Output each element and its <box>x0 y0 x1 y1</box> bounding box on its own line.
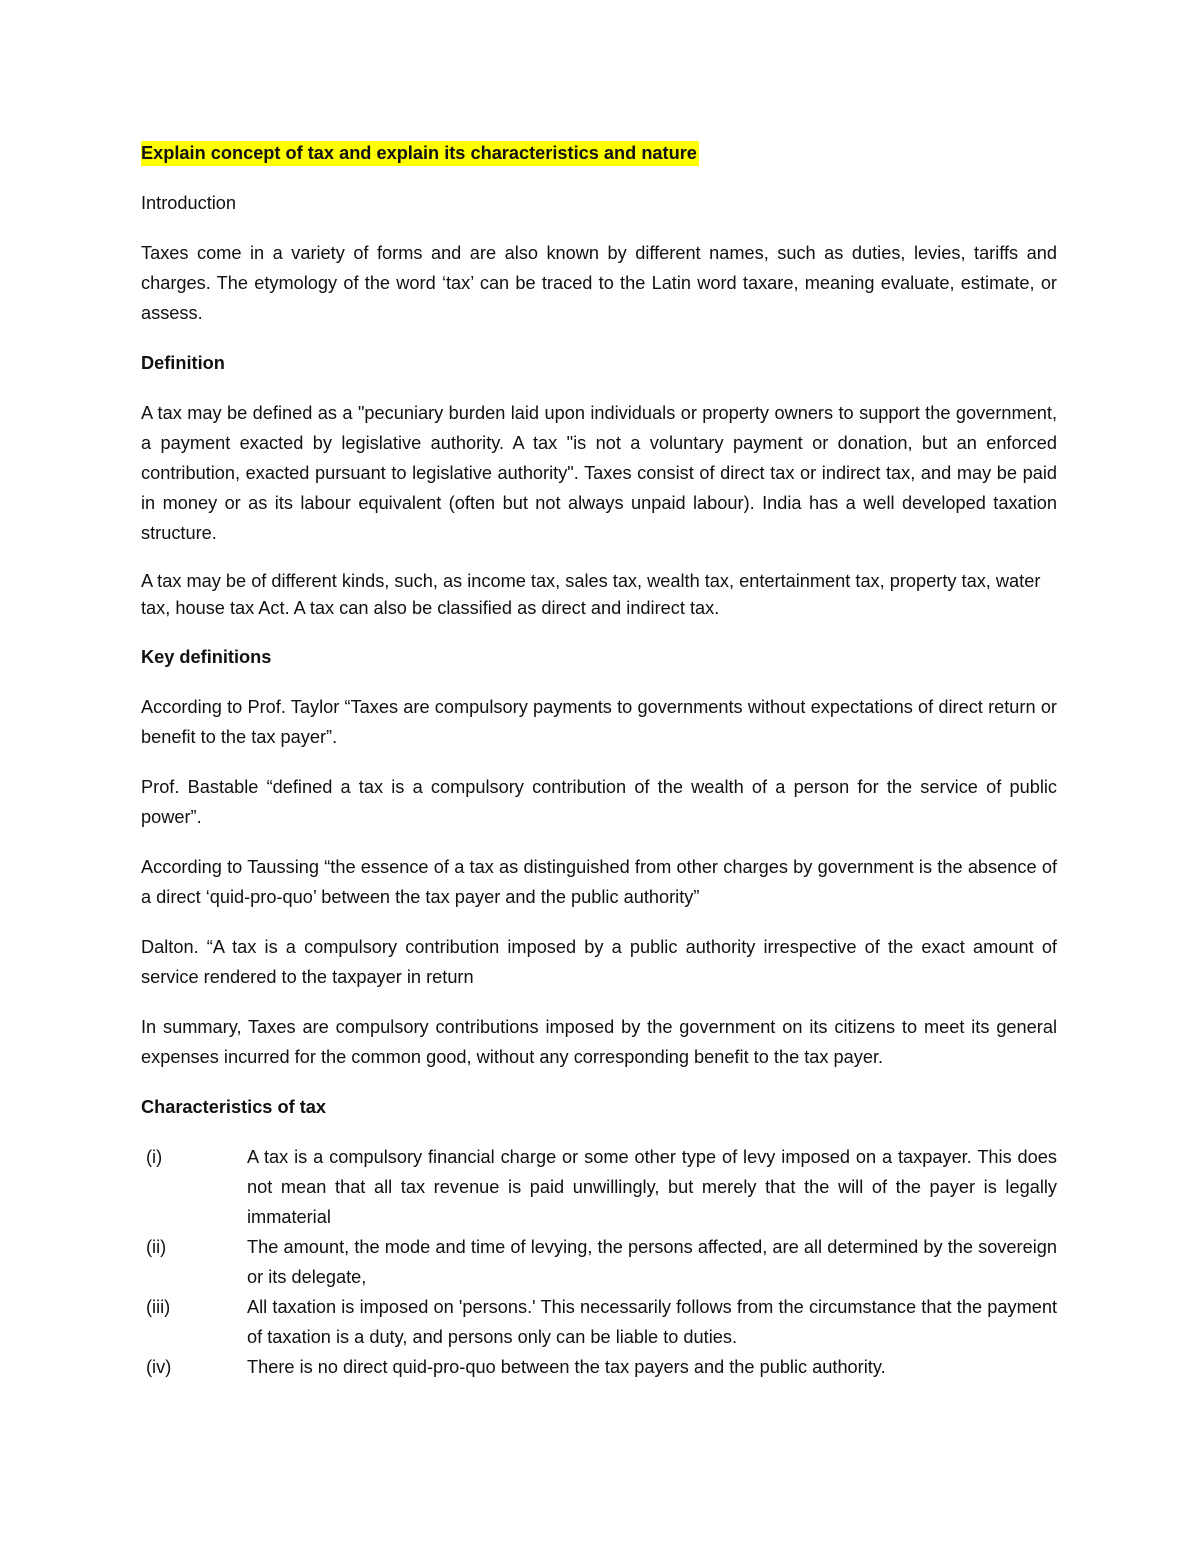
list-item-number: (iv) <box>146 1357 172 1377</box>
list-item-number: (ii) <box>146 1237 167 1257</box>
key-definitions-heading: Key definitions <box>141 647 272 667</box>
list-item <box>141 1352 1057 1382</box>
intro-heading: Introduction <box>141 193 237 213</box>
list-item-text: All taxation is imposed on 'persons.' This necessarily follows from the circumstance that the payment of taxation is a duty, and persons only can be liable to duties. <box>247 1297 1057 1347</box>
characteristics-list <box>141 1142 1057 1382</box>
definition-paragraph: A tax may be defined as a "pecuniary burden laid upon individuals or property owners to support the government, a payment exacted by legislative authority. A tax "is not a voluntary payment or donation, but an enforced contribution, exacted pursuant to legislative authority". Taxes consist of direct tax or indirect tax, and may be paid in money or as its labour equivalent (often but not always unpaid labour). India has a well developed taxation structure. <box>141 403 1057 543</box>
list-item <box>141 1232 1057 1292</box>
intro-paragraph: Taxes come in a variety of forms and are also known by different names, such as duties, levies, tariffs and charges. The etymology of the word ‘tax’ can be traced to the Latin word taxare, meaning evaluate, estimate, or assess. <box>141 243 1057 323</box>
list-item-text: A tax is a compulsory financial charge or some other type of levy imposed on a taxpayer. This does not mean that all tax revenue is paid unwillingly, but merely that the will of the payer is legally immaterial <box>247 1147 1057 1227</box>
list-item-number: (iii) <box>146 1297 171 1317</box>
key-definition-taussing: According to Taussing “the essence of a tax as distinguished from other charges by government is the absence of a direct ‘quid-pro-quo’ between the tax payer and the public authority” <box>141 857 1057 907</box>
list-item <box>141 1142 1057 1232</box>
title-line <box>141 138 1057 168</box>
key-definition-dalton: Dalton. “A tax is a compulsory contribution imposed by a public authority irrespective of the exact amount of service rendered to the taxpayer in return <box>141 937 1057 987</box>
list-item-text: The amount, the mode and time of levying, the persons affected, are all determined by the sovereign or its delegate, <box>247 1237 1057 1287</box>
characteristics-heading: Characteristics of tax <box>141 1097 326 1117</box>
list-item-text: There is no direct quid-pro-quo between the tax payers and the public authority. <box>247 1357 886 1377</box>
summary-paragraph: In summary, Taxes are compulsory contributions imposed by the government on its citizens to meet its general expenses incurred for the common good, without any corresponding benefit to the tax payer. <box>141 1017 1057 1067</box>
list-item <box>141 1292 1057 1352</box>
definition-heading: Definition <box>141 353 225 373</box>
list-item-number: (i) <box>146 1147 163 1167</box>
key-definition-bastable: Prof. Bastable “defined a tax is a compulsory contribution of the wealth of a person for the service of public power”. <box>141 777 1057 827</box>
tax-kinds-paragraph: A tax may be of different kinds, such, as income tax, sales tax, wealth tax, entertainment tax, property tax, water tax, house tax Act. A tax can also be classified as direct and indirect tax. <box>141 571 1041 618</box>
document-page <box>141 138 1057 1382</box>
key-definition-taylor: According to Prof. Taylor “Taxes are compulsory payments to governments without expectations of direct return or benefit to the tax payer”. <box>141 697 1057 747</box>
document-title: Explain concept of tax and explain its characteristics and nature <box>141 141 699 166</box>
